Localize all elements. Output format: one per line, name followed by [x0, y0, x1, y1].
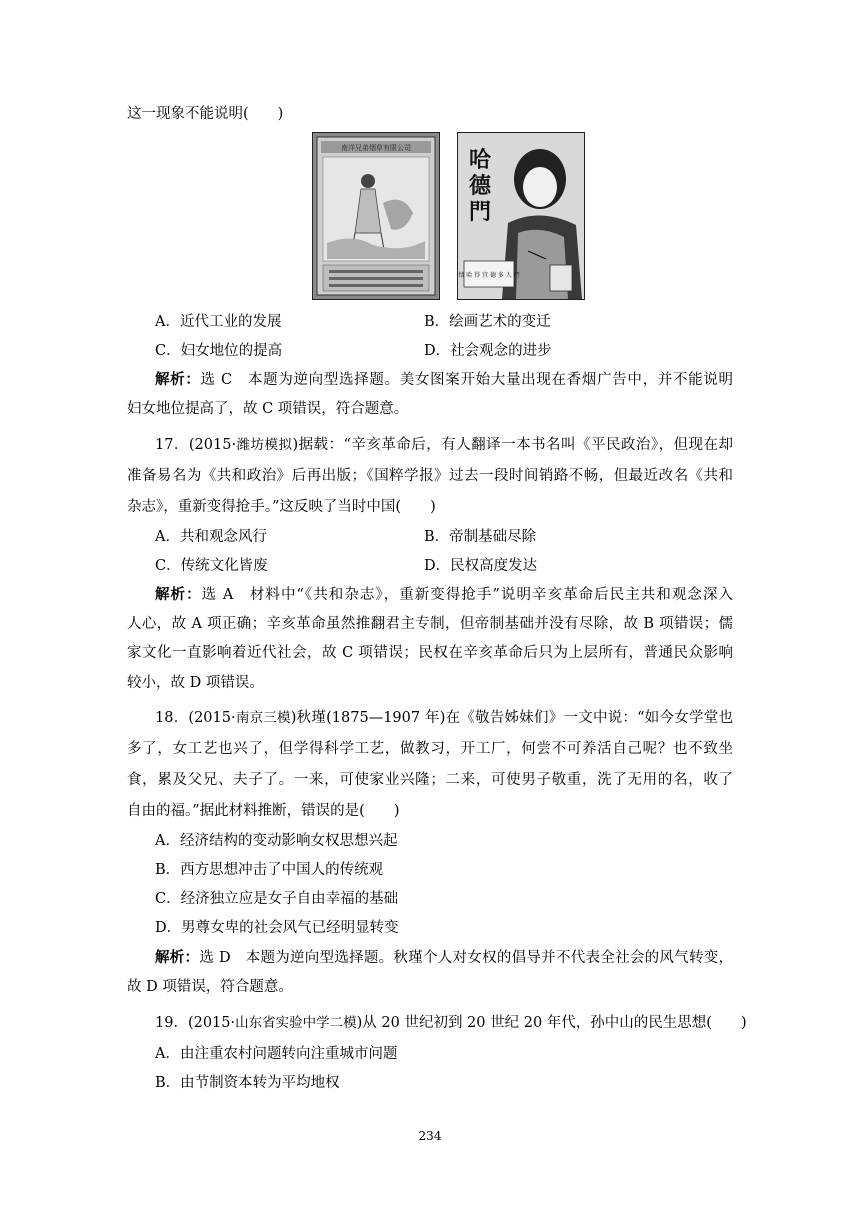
q16-stem: 这一现象不能说明( ) — [127, 106, 284, 122]
q19-stem-line-1: 19．(2015·山东省实验中学二模)从 20 世纪初到 20 世纪 20 年代，孙中山的民生思想( ) — [155, 1015, 747, 1031]
q19-source: 山东省实验中学二模 — [235, 1015, 357, 1031]
q18-stem-line-4: 自由的福。”据此材料推断，错误的是( ) — [127, 803, 400, 819]
q16-analysis-label: 解析： — [155, 371, 201, 388]
q18-source: 南京三模 — [235, 710, 291, 726]
q19-option-b: B．由节制资本转为平均地权 — [155, 1075, 340, 1091]
q17-option-c: C．传统文化皆废 — [155, 558, 268, 574]
q17-option-b: B．帝制基础尽除 — [424, 529, 537, 545]
q17-analysis-line-3: 家文化一直影响着近代社会，故 C 项错误；民权在辛亥革命后只为上层所有，普通民众影响 — [127, 645, 733, 661]
q17-source: 潍坊模拟 — [236, 437, 293, 453]
poster-left-banner: 南洋兄弟烟草有限公司 — [341, 144, 411, 152]
q17-option-d: D．民权高度发达 — [424, 558, 538, 574]
q18-stem-line-1: 18．(2015·南京三模)秋瑾(1875—1907 年)在《敬告姊妹们》一文中说：“如今女学堂也 — [155, 710, 733, 726]
q19-option-a: A．由注重农村问题转向注重城市问题 — [155, 1046, 398, 1062]
q17-stem-line-1: 17．(2015·潍坊模拟)据载：“辛亥革命后，有人翻译一本书名叫《平民政治》，但现在却 — [155, 437, 733, 453]
q16-option-c: C．妇女地位的提高 — [155, 343, 283, 359]
q17-analysis-label: 解析： — [155, 586, 202, 603]
q17-analysis-line-4: 较小，故 D 项错误。 — [127, 675, 264, 691]
q18-stem-line-3: 食，累及父兄、夫子了。一来，可使家业兴隆；二来，可使男子敬重，洗了无用的名，收了 — [127, 772, 733, 788]
svg-text:哈: 哈 — [468, 147, 492, 173]
q18-analysis-line-1: 解析：选 D 本题为逆向型选择题。秋瑾个人对女权的倡导并不代表全社会的风气转变， — [155, 949, 733, 966]
q17-stem-line-2: 准备易名为《共和政治》后再出版；《国粹学报》过去一段时间销路不畅，但最近改名《共和 — [127, 468, 733, 484]
q18-option-d: D．男尊女卑的社会风气已经明显转变 — [155, 920, 399, 936]
q16-analysis-line-1: 解析：选 C 本题为逆向型选择题。美女图案开始大量出现在香烟广告中，并不能说明 — [155, 371, 734, 388]
q17-stem-line-3: 杂志》，重新变得抢手。”这反映了当时中国( ) — [127, 499, 436, 515]
q17-analysis-line-1: 解析：选 A 材料中“《共和杂志》，重新变得抢手”说明辛亥革命后民主共和观念深入 — [155, 586, 733, 603]
q16-option-a: A．近代工业的发展 — [155, 314, 282, 330]
q17-analysis-line-2: 人心，故 A 项正确；辛亥革命虽然推翻君主专制，但帝制基础并没有尽除，故 B 项错误；儒 — [127, 616, 733, 632]
q16-analysis-line-2: 妇女地位提高了，故 C 项错误，符合题意。 — [127, 401, 409, 417]
q18-stem-line-2: 多了，女工艺也兴了，但学得科学工艺，做教习，开工厂，何尝不可养活自己呢？也不致坐 — [127, 741, 733, 757]
svg-text:德: 德 — [468, 173, 492, 199]
cigarette-poster-left — [312, 132, 440, 300]
cigarette-poster-right — [457, 132, 585, 300]
q18-analysis-line-2: 故 D 项错误，符合题意。 — [127, 979, 293, 995]
q17-option-a: A．共和观念风行 — [155, 529, 267, 545]
q16-option-d: D．社会观念的进步 — [424, 343, 552, 359]
q18-analysis-label: 解析： — [155, 949, 200, 966]
q18-option-b: B．西方思想冲击了中国人的传统观 — [155, 862, 384, 878]
page-number: 234 — [418, 1129, 442, 1143]
svg-text:門: 門 — [468, 199, 492, 225]
q18-option-a: A．经济结构的变动影响女权思想兴起 — [155, 833, 398, 849]
q18-option-c: C．经济独立应是女子自由幸福的基础 — [155, 891, 399, 907]
poster-right-box-text: 情 哈 得 宜 德 多 人 門 — [458, 272, 520, 279]
q16-option-b: B．绘画艺术的变迁 — [424, 314, 551, 330]
